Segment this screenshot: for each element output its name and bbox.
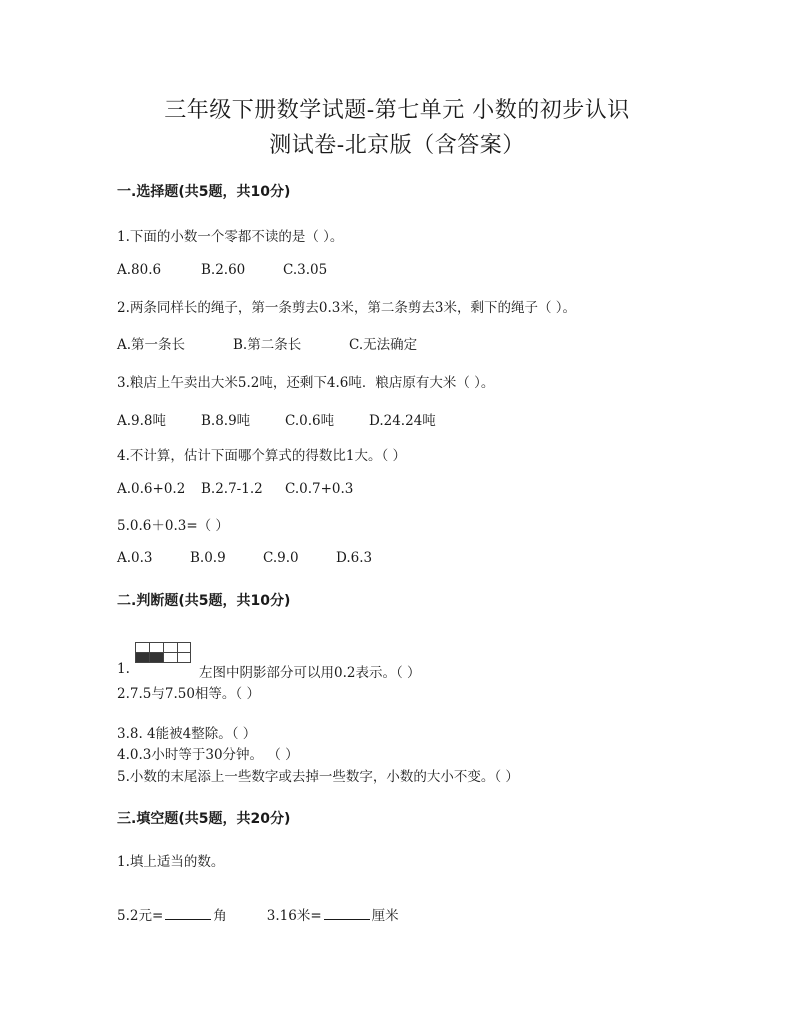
section-heading-fill-blank: 三.填空题(共5题，共20分) (117, 811, 291, 827)
option: C.0.6吨 (285, 413, 335, 429)
question-number: 1. (117, 661, 130, 677)
question-options (117, 481, 353, 497)
document-title-line-1: 三年级下册数学试题-第七单元 小数的初步认识 (164, 98, 630, 123)
blank-suffix: 角 (213, 908, 227, 924)
question-text: 2.两条同样长的绳子，第一条剪去0.3米，第二条剪去3米，剩下的绳子（ ）。 (117, 300, 576, 316)
question-options (117, 550, 372, 566)
question-options (117, 409, 436, 429)
question-text: 左图中阴影部分可以用0.2表示。（ ） (199, 665, 421, 681)
blank-suffix: 厘米 (371, 908, 399, 924)
question-text: 4.0.3小时等于30分钟。 （ ） (117, 747, 299, 763)
option: D.24.24吨 (369, 413, 436, 429)
question-text: 1.填上适当的数。 (117, 854, 225, 870)
document-title-line-2: 测试卷-北京版（含答案） (269, 133, 525, 158)
blank-prefix: 3.16米= (266, 908, 322, 924)
option: B.第二条长 (233, 337, 302, 353)
option: B.0.9 (190, 550, 226, 566)
question-text: 3.8. 4能被4整除。（ ） (117, 726, 257, 742)
option: A.80.6 (117, 262, 162, 278)
question-text: 3.粮店上午卖出大米5.2吨，还剩下4.6吨．粮店原有大米（ ）。 (117, 375, 495, 391)
question-options (117, 262, 327, 278)
section-heading-choice: 一.选择题(共5题，共10分) (117, 184, 291, 200)
option: C.0.7+0.3 (285, 481, 354, 497)
option: D.6.3 (336, 550, 373, 566)
question-text: 5.小数的末尾添上一些数字或去掉一些数字，小数的大小不变。（ ） (117, 769, 519, 785)
answer-blank[interactable] (165, 907, 211, 920)
option: C.3.05 (283, 262, 328, 278)
option: A.第一条长 (117, 337, 186, 353)
question-text: 4.不计算，估计下面哪个算式的得数比1大。（ ） (117, 448, 407, 464)
option: B.2.60 (201, 262, 246, 278)
option: C.无法确定 (349, 337, 418, 353)
option: A.0.3 (117, 550, 153, 566)
option: A.9.8吨 (117, 413, 167, 429)
option: B.8.9吨 (201, 413, 251, 429)
option: B.2.7-1.2 (201, 481, 263, 497)
option: A.0.6+0.2 (117, 481, 186, 497)
option: C.9.0 (263, 550, 299, 566)
question-options (117, 333, 417, 353)
answer-blank[interactable] (324, 907, 370, 920)
shaded-grid-figure (135, 642, 191, 663)
section-heading-true-false: 二.判断题(共5题，共10分) (117, 593, 291, 609)
question-text: 2.7.5与7.50相等。（ ） (117, 686, 260, 702)
question-text: 1.下面的小数一个零都不读的是（ ）。 (117, 229, 344, 245)
fill-blank-row (117, 904, 399, 924)
question-text: 5.0.6＋0.3=（ ） (117, 518, 229, 534)
blank-prefix: 5.2元= (117, 908, 164, 924)
